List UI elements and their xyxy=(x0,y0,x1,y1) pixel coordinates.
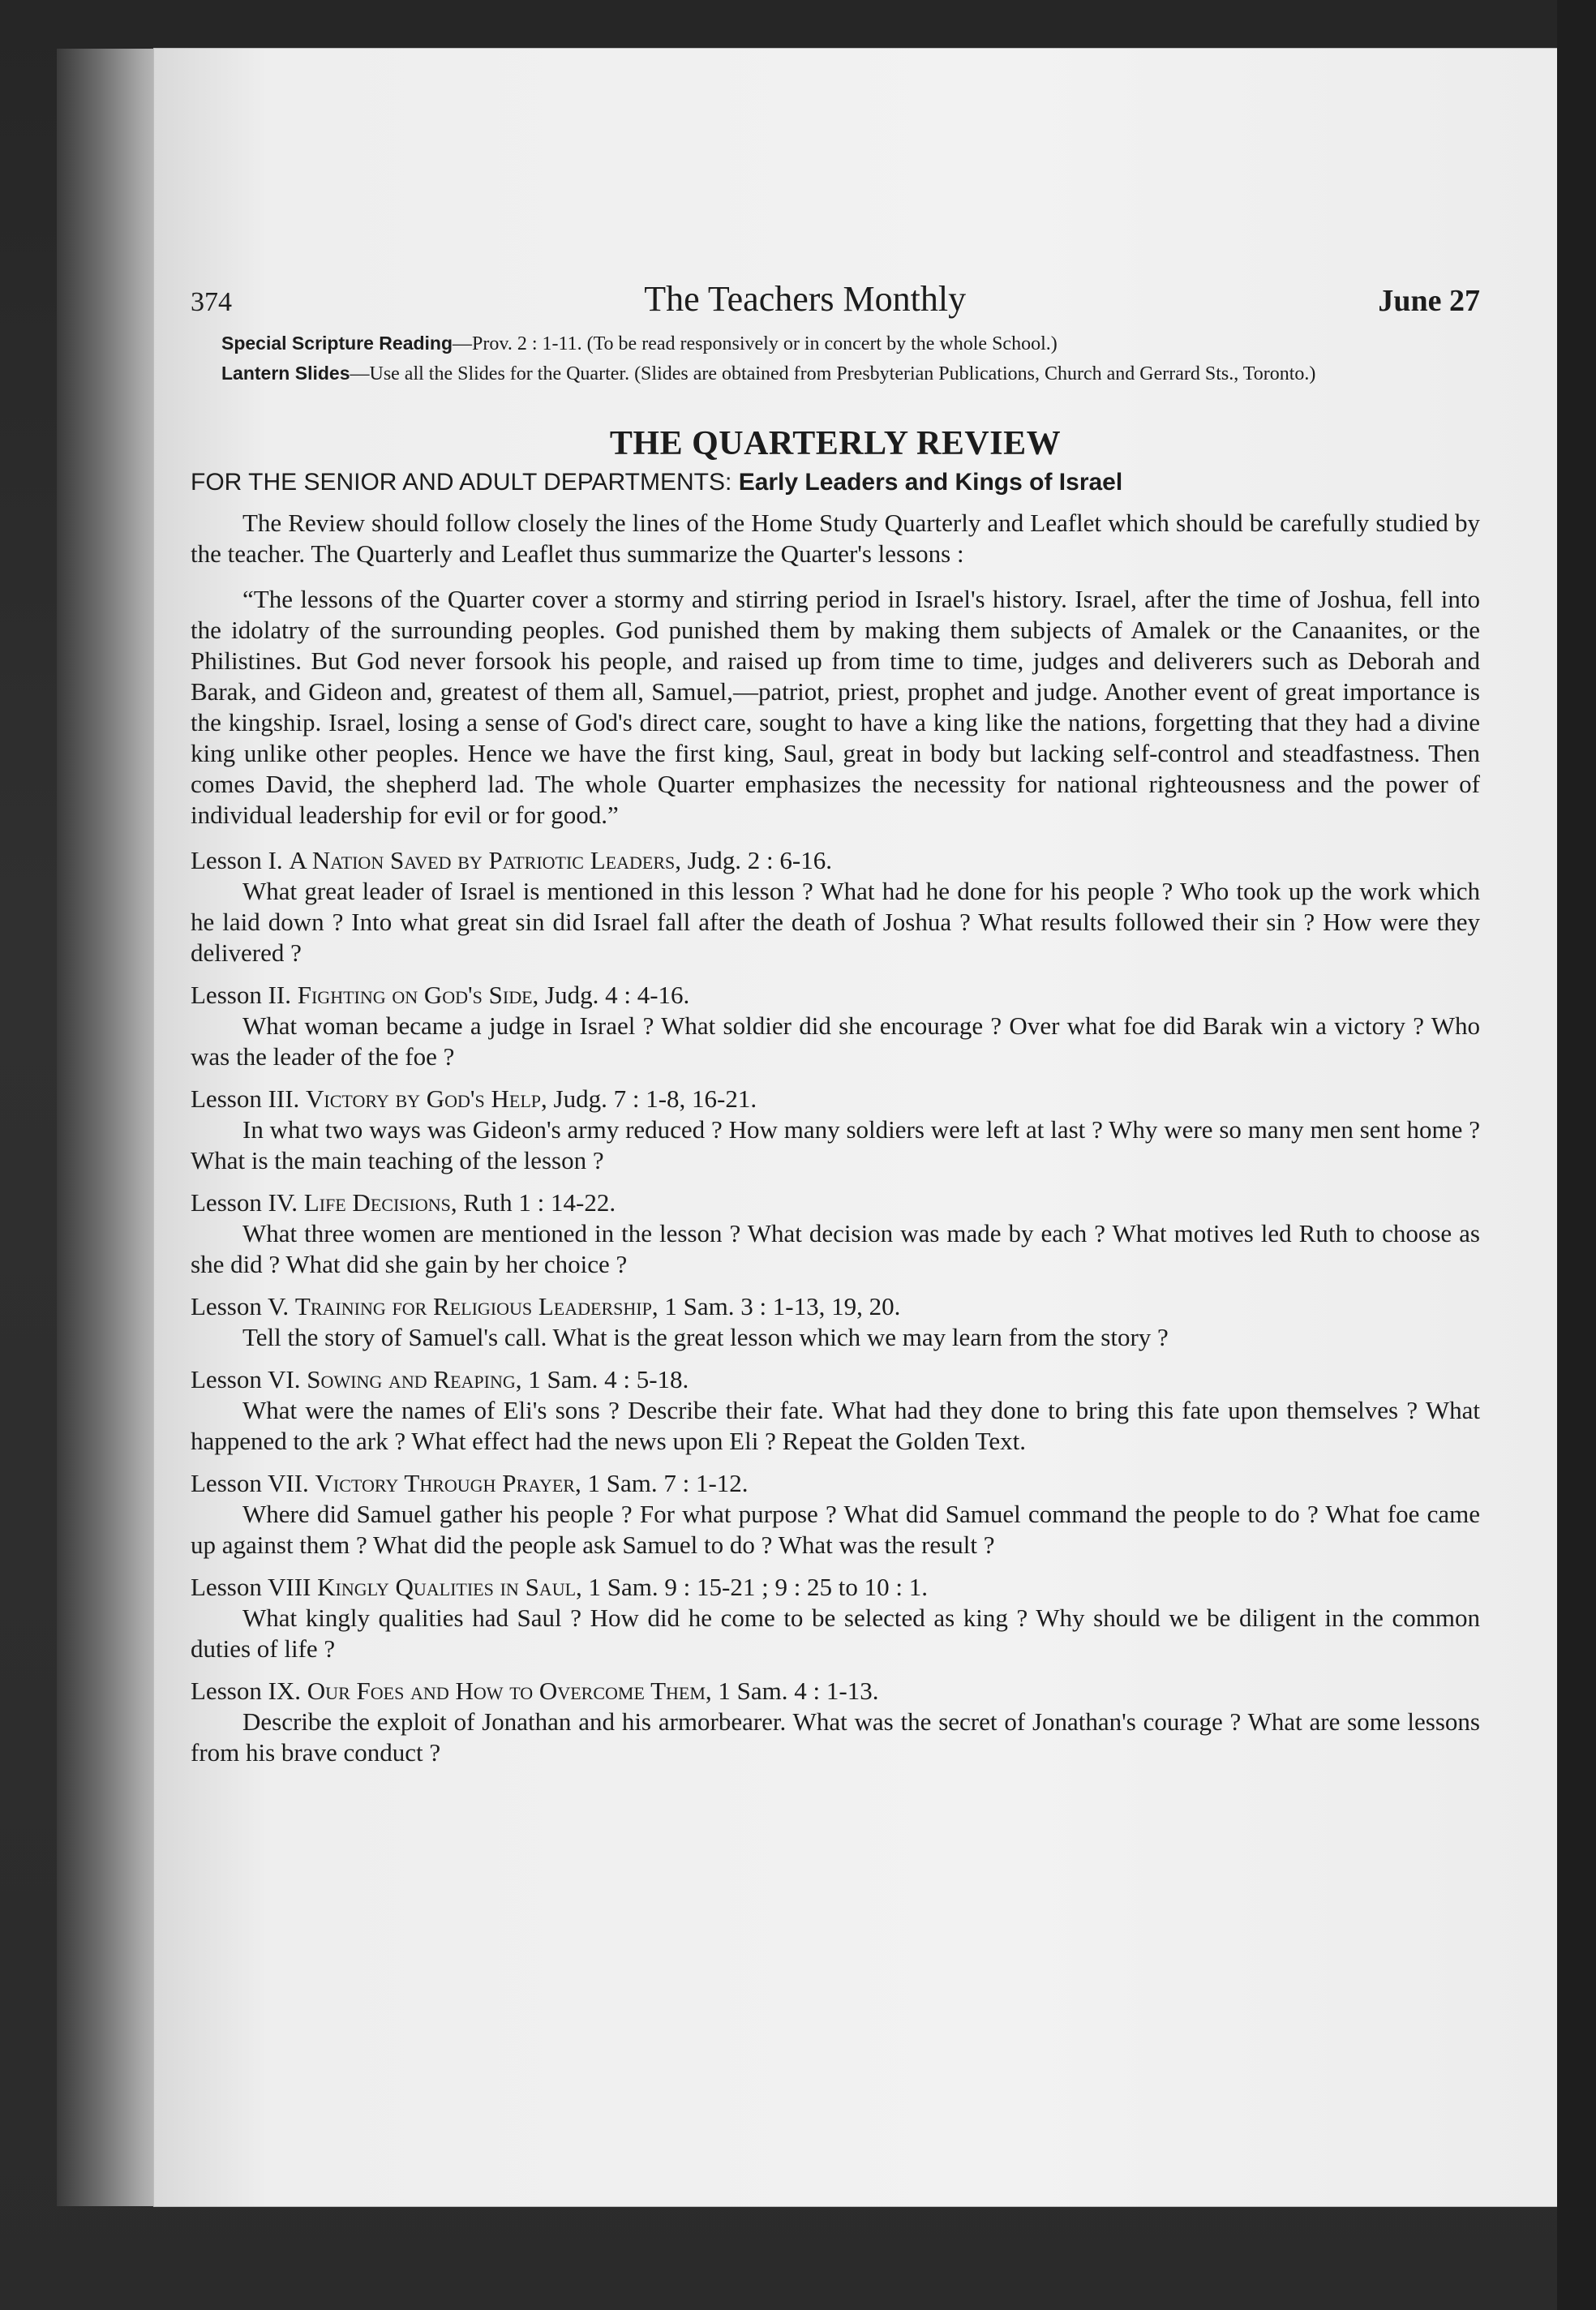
lesson-heading xyxy=(191,1187,1480,1218)
page-number: 374 xyxy=(191,287,232,317)
lesson-number: Lesson VIII xyxy=(191,1573,311,1601)
lesson-questions: What three women are mentioned in the lesson ? What decision was made by each ? What motives led Ruth to choose as she did ? What did she gain by her choice ? xyxy=(191,1219,1480,1278)
lantern-text: —Use all the Slides for the Quarter. (Slides are obtained from Presbyterian Publications, Church and Gerrard Sts., Toronto.) xyxy=(350,363,1316,384)
page-content xyxy=(191,279,1480,1768)
lesson-questions: What were the names of Eli's sons ? Describe their fate. What had they done to bring this fate upon themselves ? What happened to the ark ? What effect had the news upon Eli ? Repeat the Golden Text. xyxy=(191,1396,1480,1455)
lesson-title: Our Foes and How to Overcome Them, xyxy=(307,1677,712,1705)
lesson-heading xyxy=(191,845,1480,876)
lesson-title: Training for Religious Leadership, xyxy=(294,1292,659,1320)
lesson-reference: Judg. 7 : 1-8, 16-21. xyxy=(553,1084,757,1113)
lesson-title: Victory Through Prayer, xyxy=(315,1469,581,1497)
lesson-questions: What great leader of Israel is mentioned in this lesson ? What had he done for his people ? Who took up the work which he laid down ? Into what great sin did Israel fall after the death of Joshua ? What results followed their sin ? How were they delivered ? xyxy=(191,877,1480,967)
section-title: THE QUARTERLY REVIEW xyxy=(609,425,1062,462)
lesson-heading xyxy=(191,1084,1480,1114)
lesson-heading xyxy=(191,1572,1480,1603)
lesson-heading xyxy=(191,1676,1480,1707)
scripture-text: —Prov. 2 : 1-11. (To be read responsively or in concert by the whole School.) xyxy=(453,333,1058,354)
scripture-label: Special Scripture Reading xyxy=(221,333,453,354)
lesson-title: Life Decisions, xyxy=(303,1188,457,1217)
review-quote: “The lessons of the Quarter cover a stormy and stirring period in Israel's history. Israel, after the time of Joshua, fell into the idolatry of the surrounding peoples. God punished them by making them subjects of Amalek or the Canaanites, or the Philistines. But God never forsook his people, and raised up from time to time, judges and deliverers such as Deborah and Barak, and Gideon and, greatest of them all, Samuel,—patriot, priest, prophet and judge. Another event of great importance is the kingship. Israel, losing a sense of God's direct care, sought to have a king like the nations, forgetting that they had a divine king unlike other peoples. Hence we have the first king, Saul, great in body but lacking self-control and steadfastness. Then comes David, the shepherd lad. The whole Quarter emphasizes the necessity for national righteousness and the power of individual leadership for evil or for good.” xyxy=(191,585,1480,829)
lesson-title: A Nation Saved by Patriotic Leaders, xyxy=(289,846,681,874)
lesson-title: Sowing and Reaping, xyxy=(307,1365,522,1393)
lesson-item xyxy=(191,980,1480,1072)
lessons-list xyxy=(191,845,1480,1768)
lesson-title: Kingly Qualities in Saul, xyxy=(317,1573,582,1601)
lesson-reference: 1 Sam. 9 : 15-21 ; 9 : 25 to 10 : 1. xyxy=(588,1573,929,1601)
review-intro: The Review should follow closely the lines of the Home Study Quarterly and Leaflet which should be carefully studied by the teacher. The Quarterly and Leaflet thus summarize the Quarter's lessons : xyxy=(191,509,1480,568)
subtitle-topic: Early Leaders and Kings of Israel xyxy=(738,469,1123,496)
lesson-reference: Judg. 4 : 4-16. xyxy=(545,981,690,1009)
lesson-number: Lesson VII. xyxy=(191,1469,309,1497)
lesson-number: Lesson III. xyxy=(191,1084,300,1113)
lantern-label: Lantern Slides xyxy=(221,363,350,384)
lesson-title: Victory by God's Help, xyxy=(306,1084,547,1113)
lesson-heading xyxy=(191,1468,1480,1499)
lesson-item xyxy=(191,1468,1480,1561)
lesson-title: Fighting on God's Side, xyxy=(297,981,539,1009)
lesson-item xyxy=(191,1676,1480,1768)
lesson-questions: Describe the exploit of Jonathan and his armorbearer. What was the secret of Jonathan's courage ? What are some lessons from his brave conduct ? xyxy=(191,1707,1480,1767)
lesson-reference: 1 Sam. 4 : 1-13. xyxy=(718,1677,879,1705)
lesson-item xyxy=(191,845,1480,968)
lesson-reference: 1 Sam. 3 : 1-13, 19, 20. xyxy=(664,1292,901,1320)
lesson-number: Lesson I. xyxy=(191,846,283,874)
lesson-number: Lesson IX. xyxy=(191,1677,302,1705)
scan-border xyxy=(1557,0,1596,2310)
lesson-item xyxy=(191,1084,1480,1176)
running-title: The Teachers Monthly xyxy=(644,279,967,319)
subtitle-departments: FOR THE SENIOR AND ADULT DEPARTMENTS: xyxy=(191,469,732,496)
lesson-reference: 1 Sam. 7 : 1-12. xyxy=(587,1469,749,1497)
lesson-number: Lesson II. xyxy=(191,981,291,1009)
lesson-reference: Ruth 1 : 14-22. xyxy=(463,1188,616,1217)
running-header xyxy=(191,279,1480,319)
lesson-item xyxy=(191,1572,1480,1664)
lesson-number: Lesson IV. xyxy=(191,1188,298,1217)
lesson-questions: In what two ways was Gideon's army reduced ? How many soldiers were left at last ? Why were so many men sent home ? What is the main teaching of the lesson ? xyxy=(191,1115,1480,1174)
lesson-number: Lesson VI. xyxy=(191,1365,301,1393)
lesson-questions: What kingly qualities had Saul ? How did he come to be selected as king ? Why should we be diligent in the common duties of life ? xyxy=(191,1604,1480,1663)
lesson-heading xyxy=(191,1291,1480,1322)
lesson-questions: Where did Samuel gather his people ? For what purpose ? What did Samuel command the people to do ? What foe came up against them ? What did the people ask Samuel to do ? What was the result ? xyxy=(191,1500,1480,1559)
lesson-questions: Tell the story of Samuel's call. What is the great lesson which we may learn from the story ? xyxy=(242,1323,1169,1351)
scripture-note xyxy=(221,331,1480,356)
lesson-questions: What woman became a judge in Israel ? What soldier did she encourage ? Over what foe did Barak win a victory ? Who was the leader of the foe ? xyxy=(191,1011,1480,1071)
lesson-item xyxy=(191,1364,1480,1457)
lesson-item xyxy=(191,1291,1480,1353)
lesson-reference: Judg. 2 : 6-16. xyxy=(687,846,832,874)
lesson-reference: 1 Sam. 4 : 5-18. xyxy=(528,1365,689,1393)
lesson-number: Lesson V. xyxy=(191,1292,290,1320)
lesson-item xyxy=(191,1187,1480,1280)
lesson-heading xyxy=(191,980,1480,1011)
lesson-heading xyxy=(191,1364,1480,1395)
lantern-note xyxy=(221,361,1480,386)
header-date: June 27 xyxy=(1378,284,1480,318)
section-subtitle xyxy=(191,467,1480,498)
